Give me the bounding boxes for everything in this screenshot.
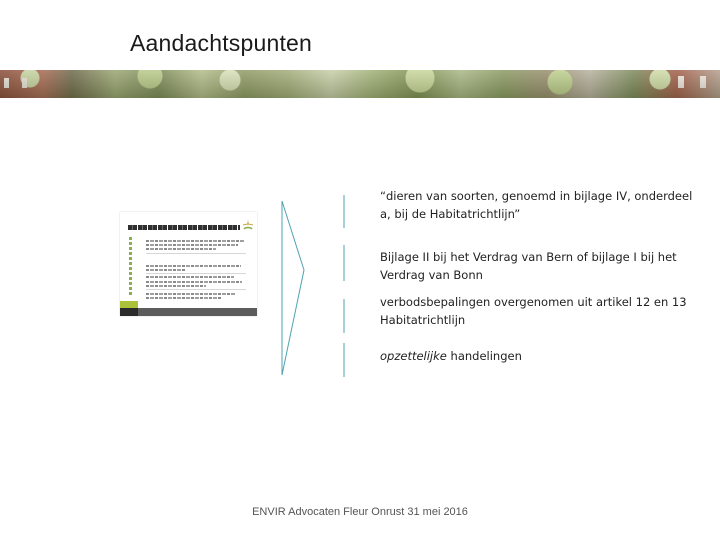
thumbnail-text-line [146,269,186,271]
thumbnail-divider [146,289,246,290]
thumbnail-text-line [146,281,242,283]
thumbnail-footer-block [120,308,138,316]
bullet-point-species: “dieren van soorten, genoemd in bijlage IV, onderdeel a, bij de Habitatrichtlijn” [380,189,693,221]
thumbnail-footer-accent [120,301,138,308]
thumbnail-text-line [146,244,238,246]
banner-shade [0,70,720,98]
thumbnail-side-text [129,237,132,297]
bullet-point-prohibitions: verbodsbepalingen overgenomen uit artikel 12 en 13 Habitatrichtlijn [380,295,687,327]
thumbnail-text-line [146,240,244,242]
slide-title: Aandachtspunten [130,30,313,56]
intentional-rest: handelingen [446,349,522,363]
arrow-chevron-icon [270,195,350,385]
thumbnail-heading [128,225,240,230]
thumbnail-text-line [146,248,216,250]
thumbnail-divider [146,253,246,254]
thumbnail-footer-bar [120,308,257,316]
intentional-emphasis: opzettelijke [380,349,447,363]
header-banner-photo [0,70,720,98]
thumbnail-text-line [146,276,234,278]
slide-footer: ENVIR Advocaten Fleur Onrust 31 mei 2016 [252,506,468,518]
thumbnail-text-line [146,265,241,267]
slide-thumbnail [120,212,257,316]
bullet-point-conventions: Bijlage II bij het Verdrag van Bern of bijlage I bij het Verdrag van Bonn [380,250,677,282]
thumbnail-text-line [146,285,206,287]
thumbnail-text-line [146,293,236,295]
thumbnail-text-line [146,297,221,299]
bullet-point-intentional [380,348,700,366]
thumbnail-logo-icon [241,219,255,233]
thumbnail-divider [146,273,246,274]
